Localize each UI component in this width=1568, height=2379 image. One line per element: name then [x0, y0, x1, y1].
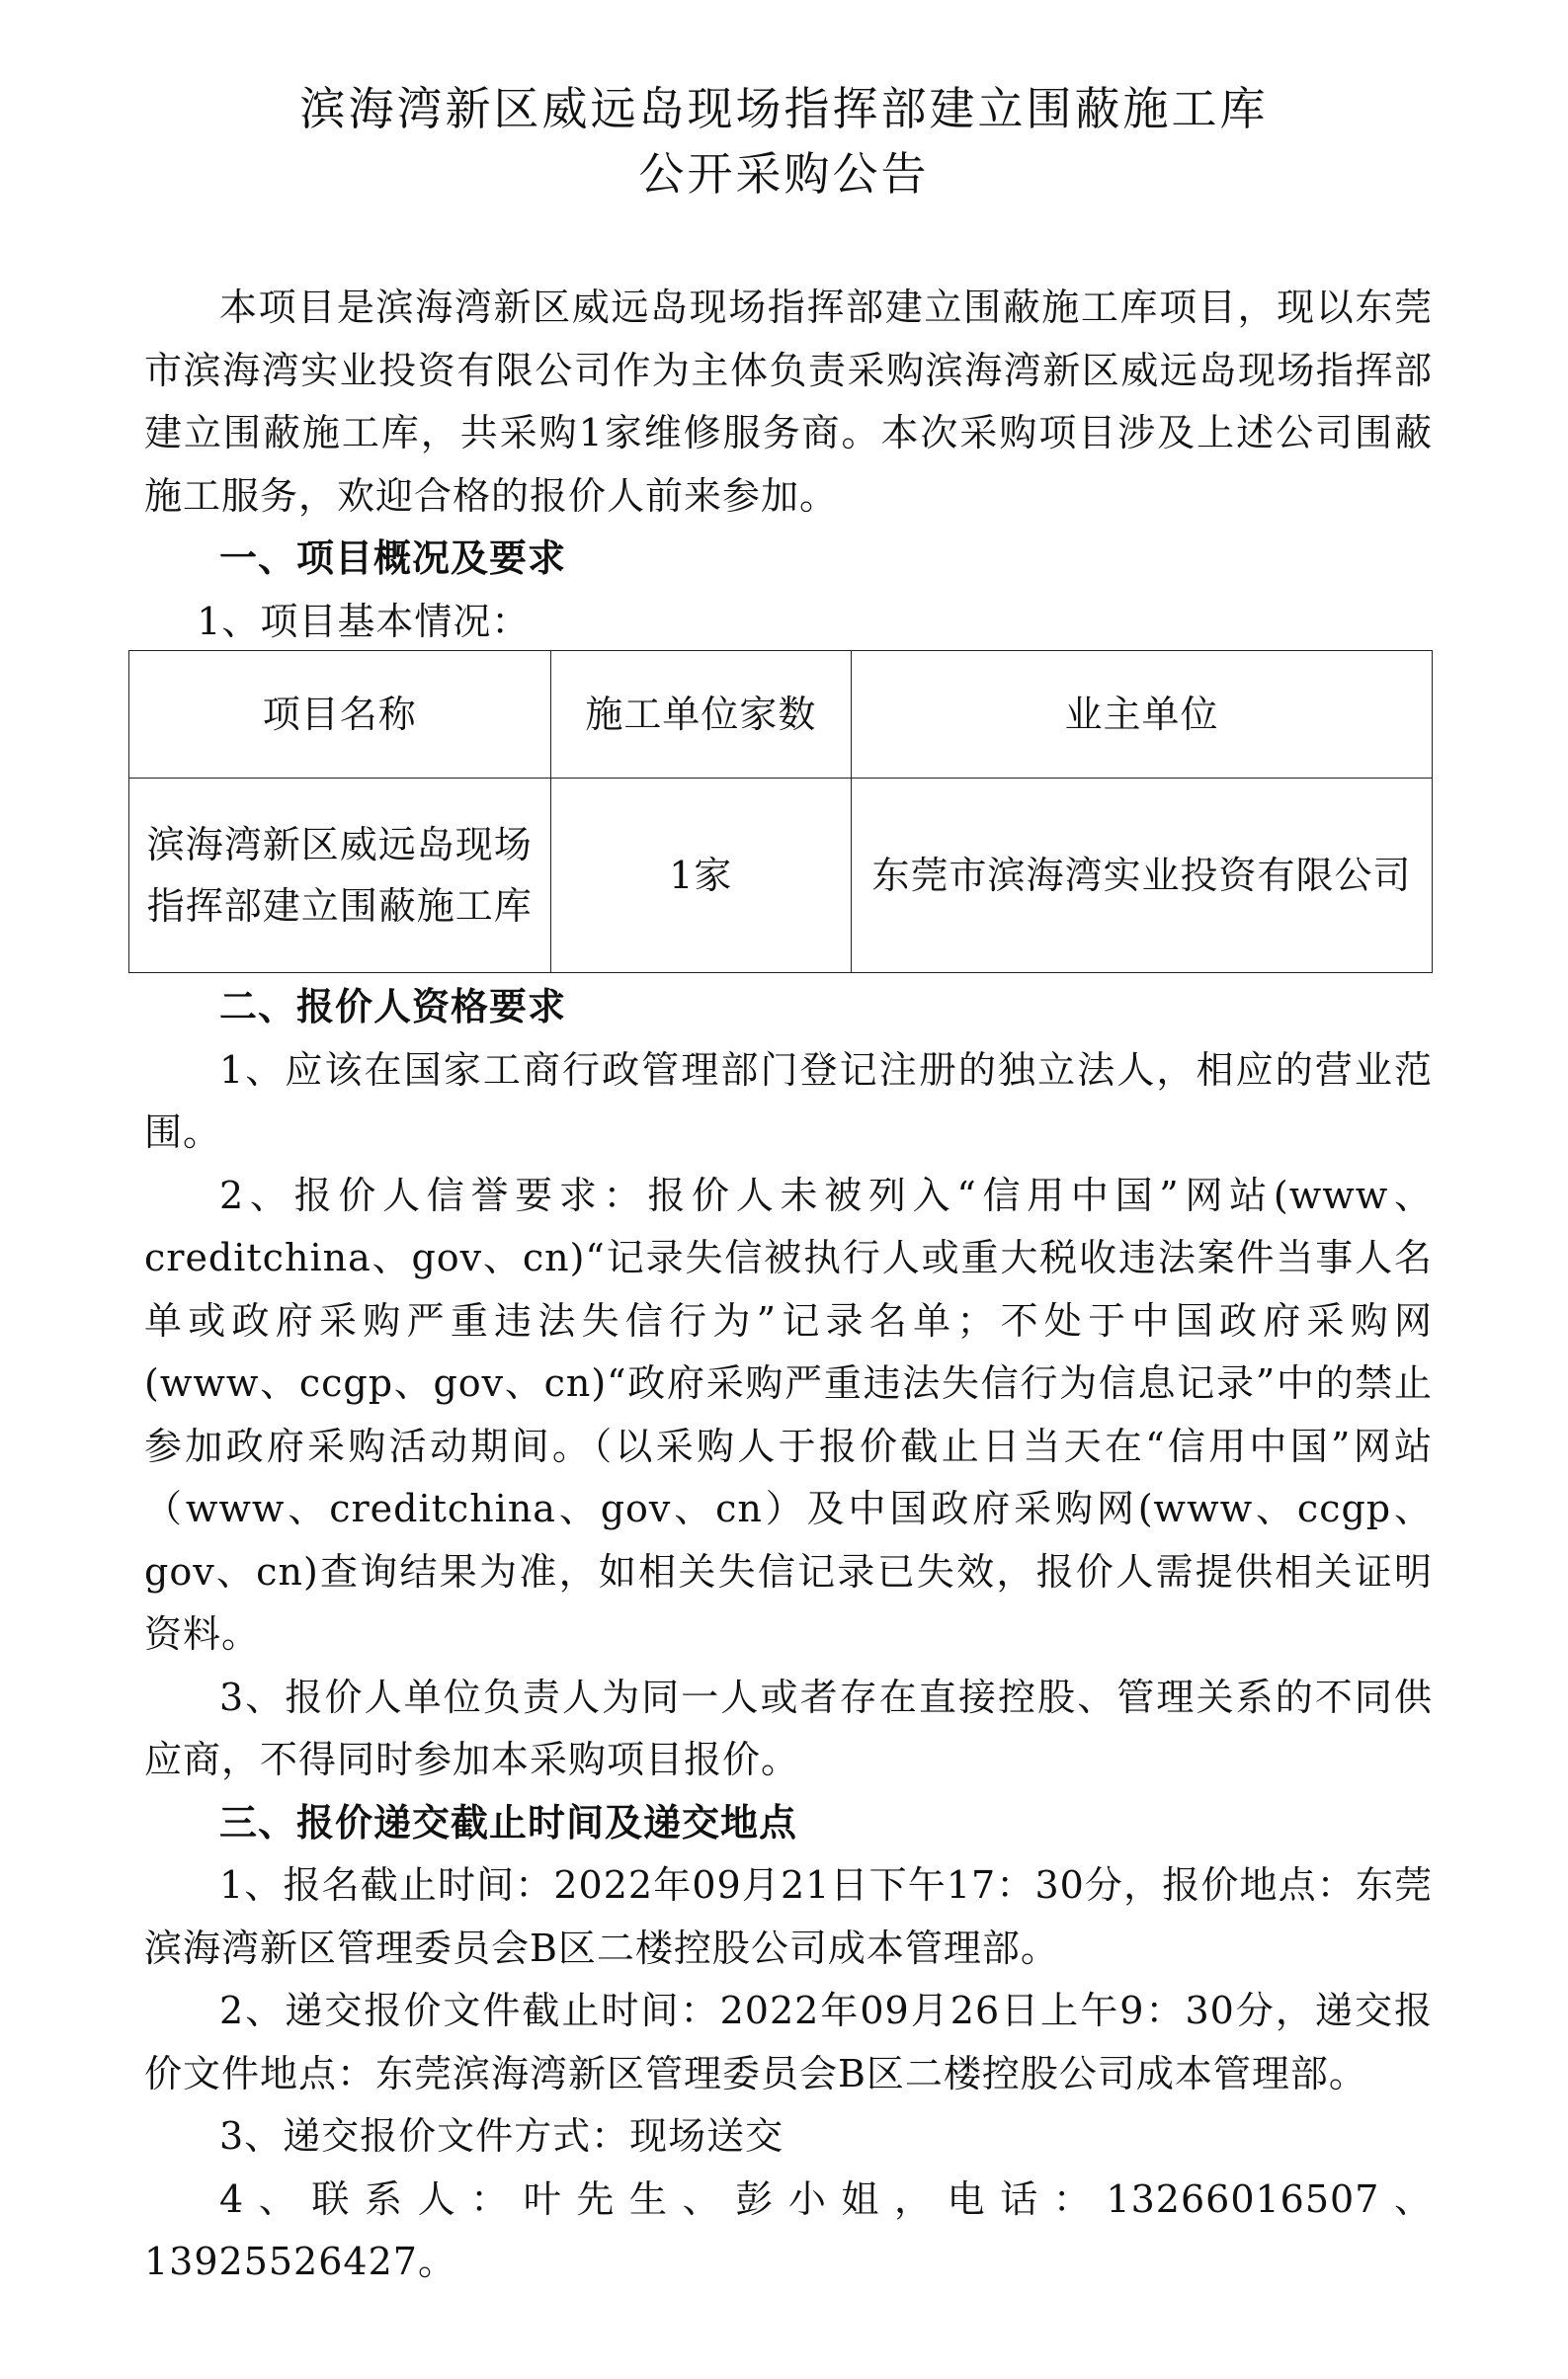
section1-subheading: 1、项目基本情况：	[197, 599, 531, 643]
intro-section	[144, 277, 1433, 653]
section3-item: 4、联系人：叶先生、彭小姐，电话：13266016507、13925526427。	[144, 2176, 1433, 2283]
table-row	[129, 779, 1433, 973]
section3-item: 1、报名截止时间：2022年09月21日下午17：30分，报价地点：东莞滨海湾新区管理委员会B区二楼控股公司成本管理部。	[144, 1863, 1433, 1970]
section2-item: 2、报价人信誉要求：报价人未被列入“信用中国”网站(www、creditchina、gov、cn)“记录失信被执行人或重大税收违法案件当事人名单或政府采购严重违法失信行为”记录名单；不处于中国政府采购网(www、ccgp、gov、cn)“政府采购严重违法失信行为信息记录”中的禁止参加政府采购活动期间。（以采购人于报价截止日当天在“信用中国”网站（www、creditchina、gov、cn）及中国政府采购网(www、ccgp、gov、cn)查询结果为准，如相关失信记录已失效，报价人需提供相关证明资料。	[144, 1173, 1433, 1656]
requirements-section	[144, 976, 1433, 2294]
table-header-row	[129, 651, 1433, 779]
section2-item: 3、报价人单位负责人为同一人或者存在直接控股、管理关系的不同供应商，不得同时参加本采购项目报价。	[144, 1675, 1433, 1781]
table-header-cell: 施工单位家数	[550, 651, 851, 779]
intro-paragraph: 本项目是滨海湾新区威远岛现场指挥部建立围蔽施工库项目，现以东莞市滨海湾实业投资有限公司作为主体负责采购滨海湾新区威远岛现场指挥部建立围蔽施工库，共采购1家维修服务商。本次采购项目涉及上述公司围蔽施工服务，欢迎合格的报价人前来参加。	[144, 286, 1433, 518]
table-cell-project-name: 滨海湾新区威远岛现场指挥部建立围蔽施工库	[129, 779, 551, 973]
project-info-table	[128, 650, 1433, 973]
section3-heading: 三、报价递交截止时间及递交地点	[219, 1800, 798, 1845]
section2-item: 1、应该在国家工商行政管理部门登记注册的独立法人，相应的营业范围。	[144, 1047, 1433, 1154]
document-title-line2: 公开采购公告	[638, 147, 930, 201]
table-header-cell: 业主单位	[852, 651, 1433, 779]
section3-item: 2、递交报价文件截止时间：2022年09月26日上午9：30分，递交报价文件地点：东莞滨海湾新区管理委员会B区二楼控股公司成本管理部。	[144, 1989, 1433, 2095]
section2-heading: 二、报价人资格要求	[219, 985, 567, 1028]
section3-item: 3、递交报价文件方式：现场送交	[219, 2114, 784, 2158]
document-title-line1: 滨海湾新区威远岛现场指挥部建立围蔽施工库	[299, 82, 1269, 135]
table-cell-unit-count: 1家	[550, 779, 851, 973]
table-header-cell: 项目名称	[129, 651, 551, 779]
table-cell-owner: 东莞市滨海湾实业投资有限公司	[852, 779, 1433, 973]
section1-heading: 一、项目概况及要求	[219, 536, 567, 580]
